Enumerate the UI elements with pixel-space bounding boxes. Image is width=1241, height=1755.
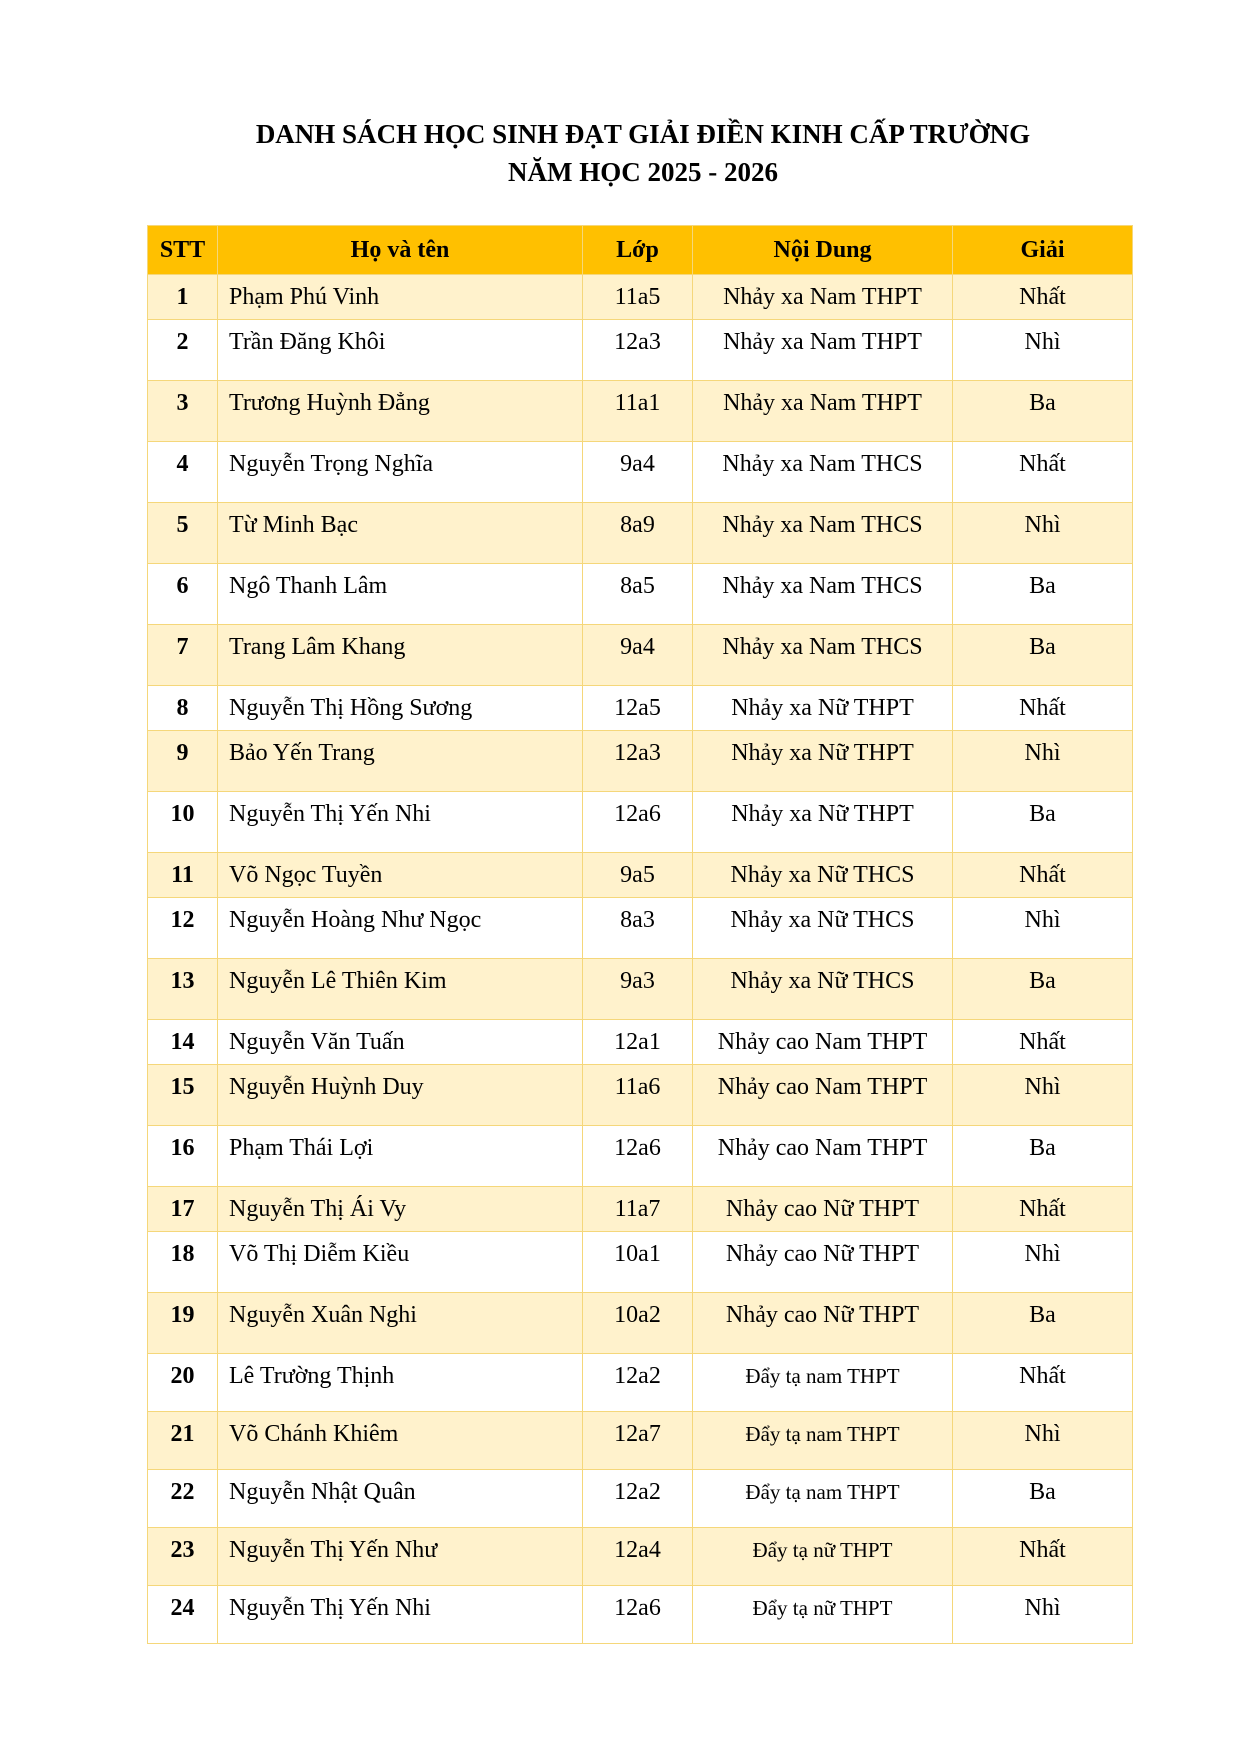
row-event: Nhảy xa Nữ THCS [693,853,953,898]
table-row [148,1065,1133,1126]
row-class: 11a6 [583,1065,693,1126]
row-event: Nhảy cao Nam THPT [693,1020,953,1065]
row-event: Nhảy xa Nam THPT [693,275,953,320]
row-name: Phạm Thái Lợi [218,1126,583,1187]
row-class: 12a3 [583,320,693,381]
row-class: 12a5 [583,686,693,731]
row-class: 12a4 [583,1528,693,1586]
row-stt: 16 [148,1126,218,1187]
table-row [148,731,1133,792]
row-prize: Ba [953,625,1133,686]
row-class: 12a2 [583,1354,693,1412]
row-stt: 17 [148,1187,218,1232]
row-event: Nhảy xa Nam THPT [693,381,953,442]
row-prize: Ba [953,959,1133,1020]
row-name: Từ Minh Bạc [218,503,583,564]
row-class: 9a3 [583,959,693,1020]
row-name: Trang Lâm Khang [218,625,583,686]
table-row [148,1020,1133,1065]
row-event: Nhảy cao Nữ THPT [693,1232,953,1293]
row-class: 12a1 [583,1020,693,1065]
row-name: Nguyễn Trọng Nghĩa [218,442,583,503]
table-row [148,1232,1133,1293]
table-row [148,1470,1133,1528]
table-row [148,625,1133,686]
row-event: Nhảy cao Nam THPT [693,1126,953,1187]
row-event: Nhảy xa Nam THCS [693,503,953,564]
row-class: 12a6 [583,1586,693,1644]
row-event: Đẩy tạ nam THPT [693,1412,953,1470]
header-prize: Giải [953,226,1133,275]
row-name: Lê Trường Thịnh [218,1354,583,1412]
row-stt: 21 [148,1412,218,1470]
row-class: 10a2 [583,1293,693,1354]
row-stt: 7 [148,625,218,686]
row-class: 8a5 [583,564,693,625]
header-class: Lớp [583,226,693,275]
row-name: Võ Chánh Khiêm [218,1412,583,1470]
row-name: Nguyễn Thị Yến Như [218,1528,583,1586]
row-stt: 24 [148,1586,218,1644]
row-stt: 1 [148,275,218,320]
row-class: 12a6 [583,792,693,853]
row-prize: Nhì [953,1065,1133,1126]
row-prize: Nhì [953,731,1133,792]
row-class: 11a1 [583,381,693,442]
row-stt: 3 [148,381,218,442]
row-prize: Nhất [953,1187,1133,1232]
row-event: Nhảy xa Nam THCS [693,442,953,503]
row-prize: Nhì [953,1232,1133,1293]
row-stt: 19 [148,1293,218,1354]
row-prize: Nhất [953,853,1133,898]
awards-table [147,225,1133,1644]
row-event: Nhảy xa Nữ THPT [693,731,953,792]
row-stt: 9 [148,731,218,792]
row-stt: 22 [148,1470,218,1528]
row-name: Nguyễn Lê Thiên Kim [218,959,583,1020]
row-stt: 10 [148,792,218,853]
header-event: Nội Dung [693,226,953,275]
row-name: Bảo Yến Trang [218,731,583,792]
table-row [148,853,1133,898]
row-class: 8a9 [583,503,693,564]
row-stt: 4 [148,442,218,503]
row-event: Đẩy tạ nam THPT [693,1470,953,1528]
document-subtitle: NĂM HỌC 2025 - 2026 [508,157,778,187]
row-prize: Nhì [953,1586,1133,1644]
row-class: 10a1 [583,1232,693,1293]
row-event: Nhảy cao Nam THPT [693,1065,953,1126]
row-prize: Nhất [953,686,1133,731]
row-event: Nhảy xa Nữ THPT [693,686,953,731]
row-name: Trần Đăng Khôi [218,320,583,381]
row-name: Võ Ngọc Tuyền [218,853,583,898]
row-name: Nguyễn Thị Hồng Sương [218,686,583,731]
row-class: 11a7 [583,1187,693,1232]
row-event: Nhảy xa Nam THCS [693,564,953,625]
table-row [148,686,1133,731]
row-event: Nhảy xa Nữ THPT [693,792,953,853]
row-prize: Nhì [953,320,1133,381]
table-row [148,564,1133,625]
row-prize: Nhất [953,1528,1133,1586]
table-row [148,792,1133,853]
row-prize: Ba [953,792,1133,853]
row-event: Đẩy tạ nữ THPT [693,1528,953,1586]
row-prize: Ba [953,564,1133,625]
row-name: Ngô Thanh Lâm [218,564,583,625]
table-row [148,1412,1133,1470]
row-name: Nguyễn Huỳnh Duy [218,1065,583,1126]
row-event: Đẩy tạ nữ THPT [693,1586,953,1644]
row-class: 9a4 [583,442,693,503]
row-event: Nhảy xa Nữ THCS [693,898,953,959]
row-stt: 20 [148,1354,218,1412]
table-row [148,959,1133,1020]
row-name: Nguyễn Thị Yến Nhi [218,1586,583,1644]
row-class: 9a5 [583,853,693,898]
row-stt: 15 [148,1065,218,1126]
row-stt: 23 [148,1528,218,1586]
row-class: 11a5 [583,275,693,320]
row-stt: 18 [148,1232,218,1293]
row-event: Nhảy xa Nữ THCS [693,959,953,1020]
table-row [148,1187,1133,1232]
row-prize: Ba [953,1470,1133,1528]
row-stt: 8 [148,686,218,731]
row-name: Nguyễn Hoàng Như Ngọc [218,898,583,959]
row-prize: Nhì [953,898,1133,959]
row-name: Nguyễn Xuân Nghi [218,1293,583,1354]
row-prize: Nhì [953,1412,1133,1470]
row-event: Nhảy cao Nữ THPT [693,1187,953,1232]
row-class: 9a4 [583,625,693,686]
row-class: 12a7 [583,1412,693,1470]
table-row [148,898,1133,959]
table-row [148,275,1133,320]
table-row [148,320,1133,381]
row-class: 12a3 [583,731,693,792]
row-prize: Ba [953,1293,1133,1354]
row-class: 12a2 [583,1470,693,1528]
row-event: Nhảy xa Nam THCS [693,625,953,686]
table-row [148,1586,1133,1644]
row-prize: Nhất [953,275,1133,320]
row-name: Nguyễn Nhật Quân [218,1470,583,1528]
row-name: Trương Huỳnh Đẳng [218,381,583,442]
header-name: Họ và tên [218,226,583,275]
row-stt: 5 [148,503,218,564]
row-prize: Ba [953,1126,1133,1187]
row-prize: Nhì [953,503,1133,564]
row-stt: 13 [148,959,218,1020]
row-event: Nhảy cao Nữ THPT [693,1293,953,1354]
row-stt: 12 [148,898,218,959]
table-row [148,442,1133,503]
row-prize: Ba [953,381,1133,442]
header-stt: STT [148,226,218,275]
row-prize: Nhất [953,442,1133,503]
row-prize: Nhất [953,1020,1133,1065]
row-event: Nhảy xa Nam THPT [693,320,953,381]
row-prize: Nhất [953,1354,1133,1412]
row-stt: 11 [148,853,218,898]
table-row [148,503,1133,564]
row-name: Nguyễn Văn Tuấn [218,1020,583,1065]
row-stt: 2 [148,320,218,381]
row-class: 8a3 [583,898,693,959]
table-header-row [148,226,1133,275]
row-class: 12a6 [583,1126,693,1187]
document-title: DANH SÁCH HỌC SINH ĐẠT GIẢI ĐIỀN KINH CẤP TRƯỜNG [255,119,1031,149]
table-row [148,1528,1133,1586]
table-body [148,275,1133,1644]
row-event: Đẩy tạ nam THPT [693,1354,953,1412]
table-row [148,1126,1133,1187]
row-name: Phạm Phú Vinh [218,275,583,320]
row-name: Nguyễn Thị Ái Vy [218,1187,583,1232]
row-name: Võ Thị Diễm Kiều [218,1232,583,1293]
table-row [148,381,1133,442]
row-name: Nguyễn Thị Yến Nhi [218,792,583,853]
table-row [148,1293,1133,1354]
table-row [148,1354,1133,1412]
row-stt: 6 [148,564,218,625]
row-stt: 14 [148,1020,218,1065]
